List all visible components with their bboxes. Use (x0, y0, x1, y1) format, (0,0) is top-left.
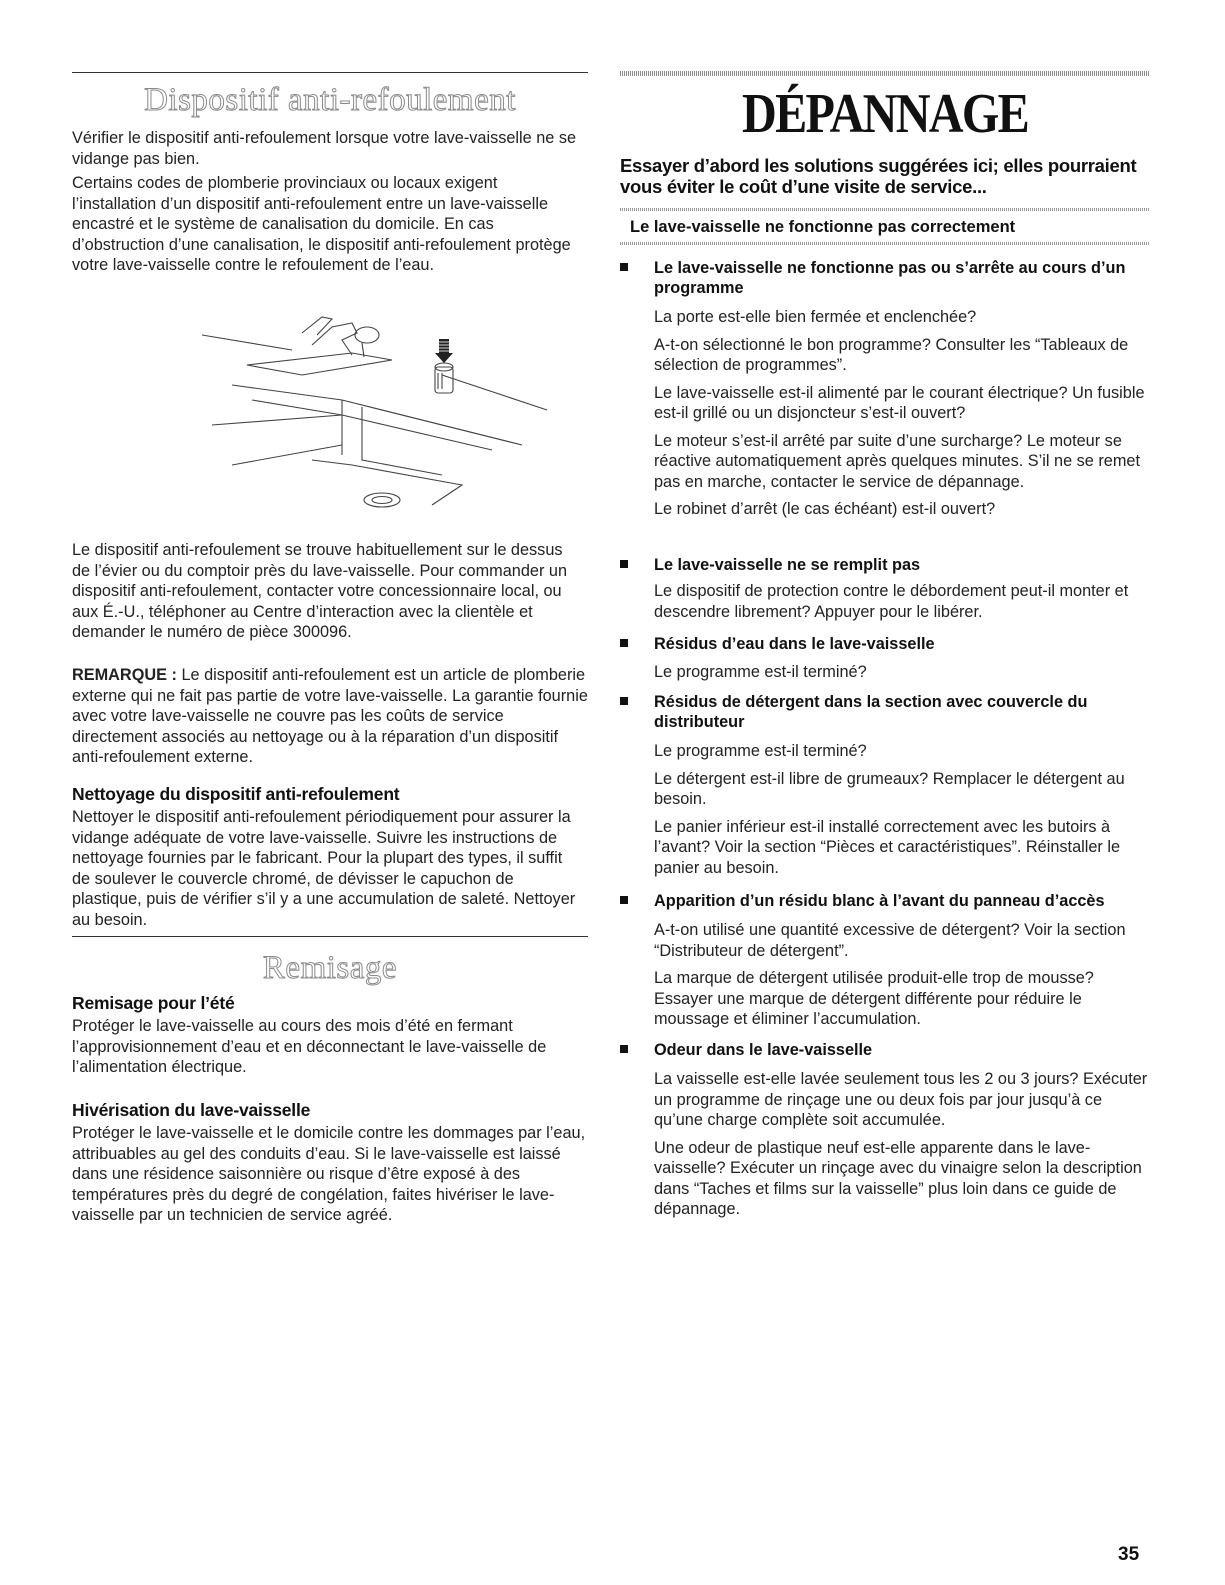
note-paragraph (72, 665, 588, 768)
page-title: DÉPANNAGE (742, 83, 1028, 145)
paragraph: Certains codes de plomberie provinciaux ou locaux exigent l’installation d’un dispositif anti-refoulement entre un lave-vaisselle encastré et le système de canalisation du domicile. En cas d’obstruction d’une canalisation, le dispositif anti-refoulement protège votre lave-vaisselle contre le refoulement de l’eau. (72, 174, 571, 274)
item-answer: Une odeur de plastique neuf est-elle apparente dans le lave-vaisselle? Exécuter un rinçage avec du vinaigre selon la description dans “Taches et films sur la vaisselle” plus loin dans ce guide de dépannage. (654, 1138, 1142, 1218)
item-heading: Résidus d’eau dans le lave-vaisselle (620, 634, 1150, 654)
item-answer: La porte est-elle bien fermée et enclenchée? (654, 308, 977, 326)
band-label: Le lave-vaisselle ne fonctionne pas correctement (630, 218, 1016, 236)
subhead-summer: Remisage pour l’été (72, 993, 235, 1013)
item-answer: Le dispositif de protection contre le débordement peut-il monter et descendre librement? Appuyer pour le libérer. (654, 582, 1129, 621)
trouble-item (620, 555, 1150, 622)
band-hatch-top (620, 208, 1150, 211)
paragraph: Vérifier le dispositif anti-refoulement lorsque votre lave-vaisselle ne se vidange pas bien. (72, 129, 577, 168)
subhead-winterize: Hivérisation du lave-vaisselle (72, 1100, 311, 1120)
sink-backflow-illustration (192, 305, 552, 515)
item-answer: Le panier inférieur est-il installé correctement avec les butoirs à l’avant? Voir la section “Pièces et caractéristiques”. Réinstaller le panier au besoin. (654, 817, 1121, 877)
item-answer: A-t-on utilisé une quantité excessive de détergent? Voir la section “Distributeur de détergent”. (654, 921, 1126, 960)
item-heading: Le lave-vaisselle ne fonctionne pas ou s’arrête au cours d’un programme (620, 258, 1150, 298)
paragraph: Protéger le lave-vaisselle et le domicile contre les dommages par l’eau, attribuables au gel des conduits d’eau. Si le lave-vaisselle est laissé dans une résidence saisonnière ou risque d’être exposé à des températures près du degré de congélation, faites hivériser le lave-vaisselle par un technicien de service agréé. (72, 1124, 586, 1224)
paragraph: Protéger le lave-vaisselle au cours des mois d’été en fermant l’approvisionnement d’eau et en déconnectant le lave-vaisselle de l’alimentation électrique. (72, 1017, 547, 1076)
item-answer: Le robinet d’arrêt (le cas échéant) est-il ouvert? (654, 500, 996, 518)
section-rule (72, 72, 588, 73)
item-answer: A-t-on sélectionné le bon programme? Consulter les “Tableaux de sélection de programmes”. (654, 335, 1129, 374)
item-answer: Le programme est-il terminé? (654, 663, 867, 681)
item-answer: La vaisselle est-elle lavée seulement tous les 2 ou 3 jours? Exécuter un programme de rinçage une ou deux fois par jour jusqu’à ce qu’une charge complète soit accumulée. (654, 1070, 1148, 1129)
trouble-item (620, 692, 1150, 878)
title-hatch-rule (620, 71, 1150, 76)
item-answer: Le moteur s’est-il arrêté par suite d’une surcharge? Le moteur se réactive automatiquement après quelques minutes. S’il ne se remet pas en marche, contacter le service de dépannage. (654, 431, 1140, 491)
item-answer: Le lave-vaisselle est-il alimenté par le courant électrique? Un fusible est-il grillé ou un disjoncteur s’est-il ouvert? (654, 383, 1145, 422)
item-answer: Le programme est-il terminé? (654, 742, 867, 760)
note-text: Le dispositif anti-refoulement est un article de plomberie externe qui ne fait pas partie de votre lave-vaisselle. La garantie fournie avec votre lave-vaisselle ne couvre pas les coûts de service directement associés au nettoyage ou à la réparation d’un dispositif anti-refoulement externe. (72, 666, 588, 766)
item-heading: Le lave-vaisselle ne se remplit pas (620, 555, 1150, 575)
paragraph: Le dispositif anti-refoulement se trouve habituellement sur le dessus de l’évier ou du comptoir près du lave-vaisselle. Pour commander un dispositif anti-refoulement, contacter votre concessionnaire local, ou aux É.-U., téléphoner au Centre d’interaction avec la clientèle et demander le numéro de pièce 300096. (72, 541, 568, 641)
trouble-item (620, 634, 1150, 683)
note-label: REMARQUE : (72, 666, 177, 684)
trouble-item (620, 891, 1150, 1030)
item-heading: Odeur dans le lave-vaisselle (620, 1040, 1150, 1060)
trouble-item (620, 258, 1150, 520)
item-heading: Résidus de détergent dans la section avec couvercle du distributeur (620, 692, 1150, 732)
section-title-backflow: Dispositif anti-refoulement (144, 82, 516, 118)
item-heading: Apparition d’un résidu blanc à l’avant du panneau d’accès (620, 891, 1150, 911)
item-answer: Le détergent est-il libre de grumeaux? Remplacer le détergent au besoin. (654, 769, 1125, 808)
trouble-item (620, 1040, 1150, 1220)
subhead-cleaning: Nettoyage du dispositif anti-refoulement (72, 784, 400, 804)
paragraph: Nettoyer le dispositif anti-refoulement périodiquement pour assurer la vidange adéquate de votre lave-vaisselle. Suivre les instructions de nettoyage fournies par le fabricant. Pour la plupart des types, il suffit de soulever le couvercle chromé, de dévisser le capuchon de plastique, puis de vérifier s’il y a une accumulation de saleté. Nettoyer au besoin. (72, 808, 576, 929)
band-hatch-bottom (620, 242, 1150, 245)
page-number: 35 (1118, 1544, 1140, 1565)
intro-text: Essayer d’abord les solutions suggérées ici; elles pourraient vous éviter le coût d’une visite de service... (620, 155, 1137, 197)
item-answer: La marque de détergent utilisée produit-elle trop de mousse? Essayer une marque de détergent différente pour réduire le moussage et éliminer l’accumulation. (654, 969, 1094, 1028)
section-title-storage: Remisage (262, 950, 398, 986)
section-rule (72, 936, 588, 937)
